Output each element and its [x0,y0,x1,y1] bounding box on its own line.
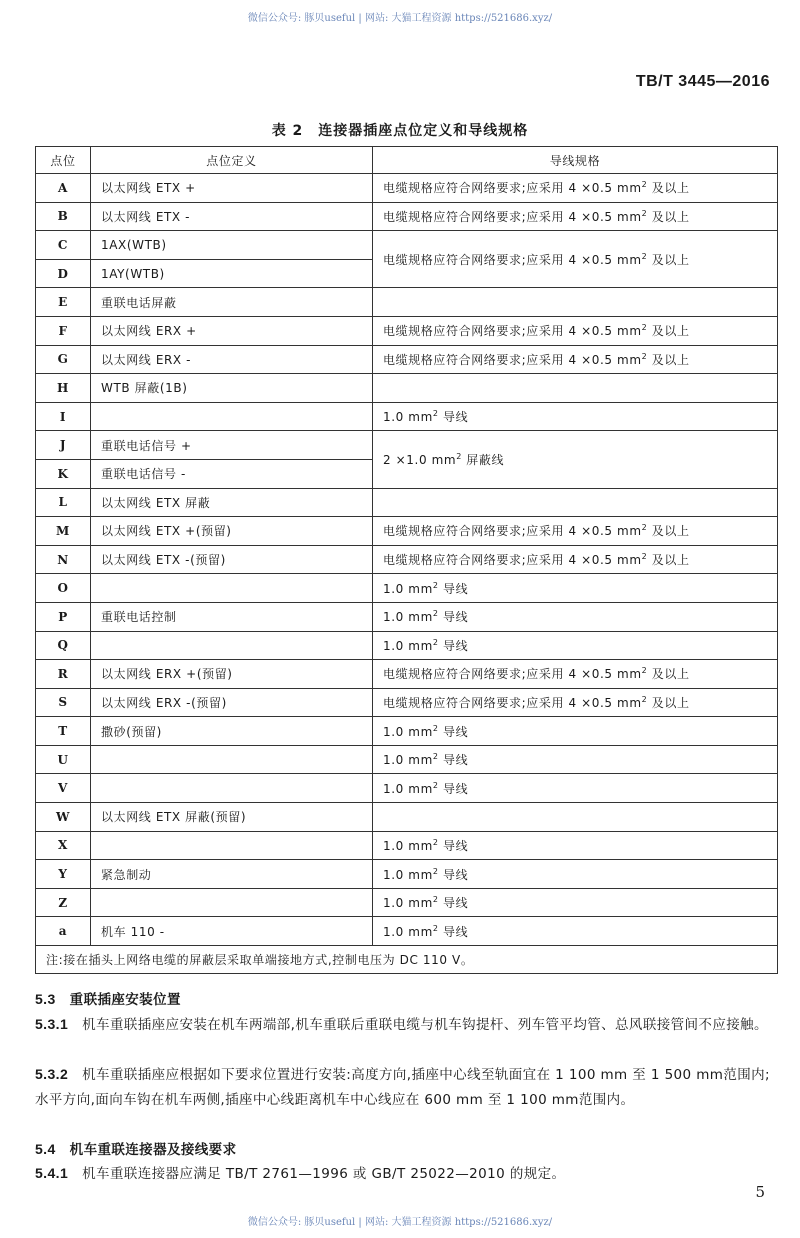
pin-position: A [36,174,91,203]
section-5-4-heading [35,1137,775,1163]
standard-code: TB/T 3445—2016 [635,73,770,90]
pin-position: J [36,431,91,460]
wire-spec: 电缆规格应符合网络要求;应采用 4 ×0.5 $mm^2$ 及以上 [373,316,778,345]
pin-definition: 以太网线 ERX -(预留) [91,688,373,717]
pin-position: C [36,231,91,260]
pin-definition: 以太网线 ETX +(预留) [91,517,373,546]
clause-number: 5.3.2 [35,1066,69,1082]
pin-position: K [36,459,91,488]
table-row [36,374,778,403]
pin-position: Y [36,860,91,889]
pin-position: Q [36,631,91,660]
table-note-row [36,946,778,974]
wire-spec: 电缆规格应符合网络要求;应采用 4 ×0.5 $mm^2$ 及以上 [373,660,778,689]
pin-definition [91,745,373,774]
table-row [36,660,778,689]
pin-position: R [36,660,91,689]
pin-position: L [36,488,91,517]
wire-spec: 电缆规格应符合网络要求;应采用 4 ×0.5 $mm^2$ 及以上 [373,517,778,546]
pin-definition [91,402,373,431]
wire-spec: 1.0 $mm^2$ 导线 [373,917,778,946]
pin-position: M [36,517,91,546]
pin-definition: 以太网线 ETX + [91,174,373,203]
connector-pin-table [35,146,778,974]
table-row [36,574,778,603]
wire-spec: 电缆规格应符合网络要求;应采用 4 ×0.5 $mm^2$ 及以上 [373,345,778,374]
pin-position: U [36,745,91,774]
pin-position: E [36,288,91,317]
table-header-row [36,147,778,174]
pin-definition [91,831,373,860]
clause-text: 机车重联插座应安装在机车两端部,机车重联后重联电缆与机车钩提杆、列车管平均管、总风联接管间不应接触。 [82,1017,768,1033]
pin-position: X [36,831,91,860]
clause-5-3-1 [35,1012,775,1038]
column-header-position: 点位 [36,147,91,174]
section-number: 5.3 [35,991,56,1007]
clause-5-3-2 [35,1062,775,1113]
table-row [36,202,778,231]
table-row [36,345,778,374]
section-title: 重联插座安装位置 [69,992,181,1008]
wire-spec: 1.0 $mm^2$ 导线 [373,402,778,431]
wire-spec [373,374,778,403]
pin-definition: 以太网线 ETX - [91,202,373,231]
table-row [36,431,778,460]
wire-spec: 1.0 $mm^2$ 导线 [373,631,778,660]
pin-definition: 以太网线 ETX 屏蔽 [91,488,373,517]
table-row [36,231,778,260]
pin-definition: 机车 110 - [91,917,373,946]
table-body [36,174,778,974]
pin-definition: 以太网线 ERX + [91,316,373,345]
table-row [36,860,778,889]
wire-spec: 电缆规格应符合网络要求;应采用 4 ×0.5 $mm^2$ 及以上 [373,231,778,288]
table-row [36,917,778,946]
table-row [36,517,778,546]
table-row [36,688,778,717]
clause-text: 机车重联插座应根据如下要求位置进行安装:高度方向,插座中心线至轨面宜在 1 100 mm 至 1 500 mm范围内;水平方向,面向车钩在机车两侧,插座中心线距离机车中心线应在 600 mm 至 1 100 mm范围内。 [35,1067,770,1108]
clause-number: 5.4.1 [35,1165,69,1181]
pin-position: N [36,545,91,574]
wire-spec: 1.0 $mm^2$ 导线 [373,774,778,803]
wire-spec [373,803,778,832]
wire-spec: 1.0 $mm^2$ 导线 [373,745,778,774]
pin-position: G [36,345,91,374]
pin-definition: 以太网线 ERX +(预留) [91,660,373,689]
table-row [36,717,778,746]
pin-position: O [36,574,91,603]
table-row [36,831,778,860]
pin-definition: 1AX(WTB) [91,231,373,260]
table-row [36,316,778,345]
wire-spec: 1.0 $mm^2$ 导线 [373,888,778,917]
pin-definition: 撒砂(预留) [91,717,373,746]
watermark-top: 微信公众号: 豚贝useful | 网站: 大猫工程资源 https://521686.xyz/ [247,13,553,24]
pin-position: S [36,688,91,717]
wire-spec: 1.0 $mm^2$ 导线 [373,602,778,631]
pin-definition: 紧急制动 [91,860,373,889]
table-title: 表 2 连接器插座点位定义和导线规格 [271,123,529,139]
pin-definition [91,631,373,660]
wire-spec: 电缆规格应符合网络要求;应采用 4 ×0.5 $mm^2$ 及以上 [373,174,778,203]
column-header-wire-spec: 导线规格 [373,147,778,174]
pin-position: I [36,402,91,431]
table-note: 注:接在插头上网络电缆的屏蔽层采取单端接地方式,控制电压为 DC 110 V。 [36,946,778,974]
wire-spec: 电缆规格应符合网络要求;应采用 4 ×0.5 $mm^2$ 及以上 [373,545,778,574]
pin-position: V [36,774,91,803]
pin-definition: 以太网线 ETX 屏蔽(预留) [91,803,373,832]
pin-definition [91,774,373,803]
column-header-definition: 点位定义 [91,147,373,174]
pin-definition: 以太网线 ERX - [91,345,373,374]
pin-position: H [36,374,91,403]
wire-spec: 1.0 $mm^2$ 导线 [373,717,778,746]
pin-position: D [36,259,91,288]
pin-definition: 重联电话屏蔽 [91,288,373,317]
table-row [36,745,778,774]
page-number: 5 [755,1183,765,1201]
pin-definition: 以太网线 ETX -(预留) [91,545,373,574]
wire-spec: 1.0 $mm^2$ 导线 [373,831,778,860]
pin-position: Z [36,888,91,917]
clause-text: 机车重联连接器应满足 TB/T 2761—1996 或 GB/T 25022—2010 的规定。 [82,1166,566,1182]
pin-definition: 重联电话控制 [91,602,373,631]
pin-definition [91,888,373,917]
wire-spec: 电缆规格应符合网络要求;应采用 4 ×0.5 $mm^2$ 及以上 [373,202,778,231]
table-row [36,631,778,660]
table-row [36,774,778,803]
wire-spec: 2 ×1.0 $mm^2$ 屏蔽线 [373,431,778,488]
pin-definition: 重联电话信号 + [91,431,373,460]
pin-position: W [36,803,91,832]
table-row [36,888,778,917]
pin-definition: 重联电话信号 - [91,459,373,488]
pin-definition [91,574,373,603]
watermark-bottom: 微信公众号: 豚贝useful | 网站: 大猫工程资源 https://521686.xyz/ [247,1217,553,1228]
table-row [36,288,778,317]
table-row [36,488,778,517]
table-row [36,803,778,832]
pin-position: T [36,717,91,746]
table-row [36,545,778,574]
wire-spec [373,488,778,517]
pin-position: B [36,202,91,231]
table-row [36,602,778,631]
table-row [36,174,778,203]
wire-spec: 电缆规格应符合网络要求;应采用 4 ×0.5 $mm^2$ 及以上 [373,688,778,717]
section-title: 机车重联连接器及接线要求 [69,1142,237,1158]
clause-5-4-1 [35,1161,775,1187]
section-number: 5.4 [35,1141,56,1157]
pin-definition: 1AY(WTB) [91,259,373,288]
wire-spec: 1.0 $mm^2$ 导线 [373,860,778,889]
wire-spec [373,288,778,317]
pin-position: a [36,917,91,946]
section-5-3-heading [35,987,775,1013]
clause-number: 5.3.1 [35,1016,69,1032]
pin-position: P [36,602,91,631]
table-row [36,402,778,431]
pin-position: F [36,316,91,345]
pin-definition: WTB 屏蔽(1B) [91,374,373,403]
wire-spec: 1.0 $mm^2$ 导线 [373,574,778,603]
